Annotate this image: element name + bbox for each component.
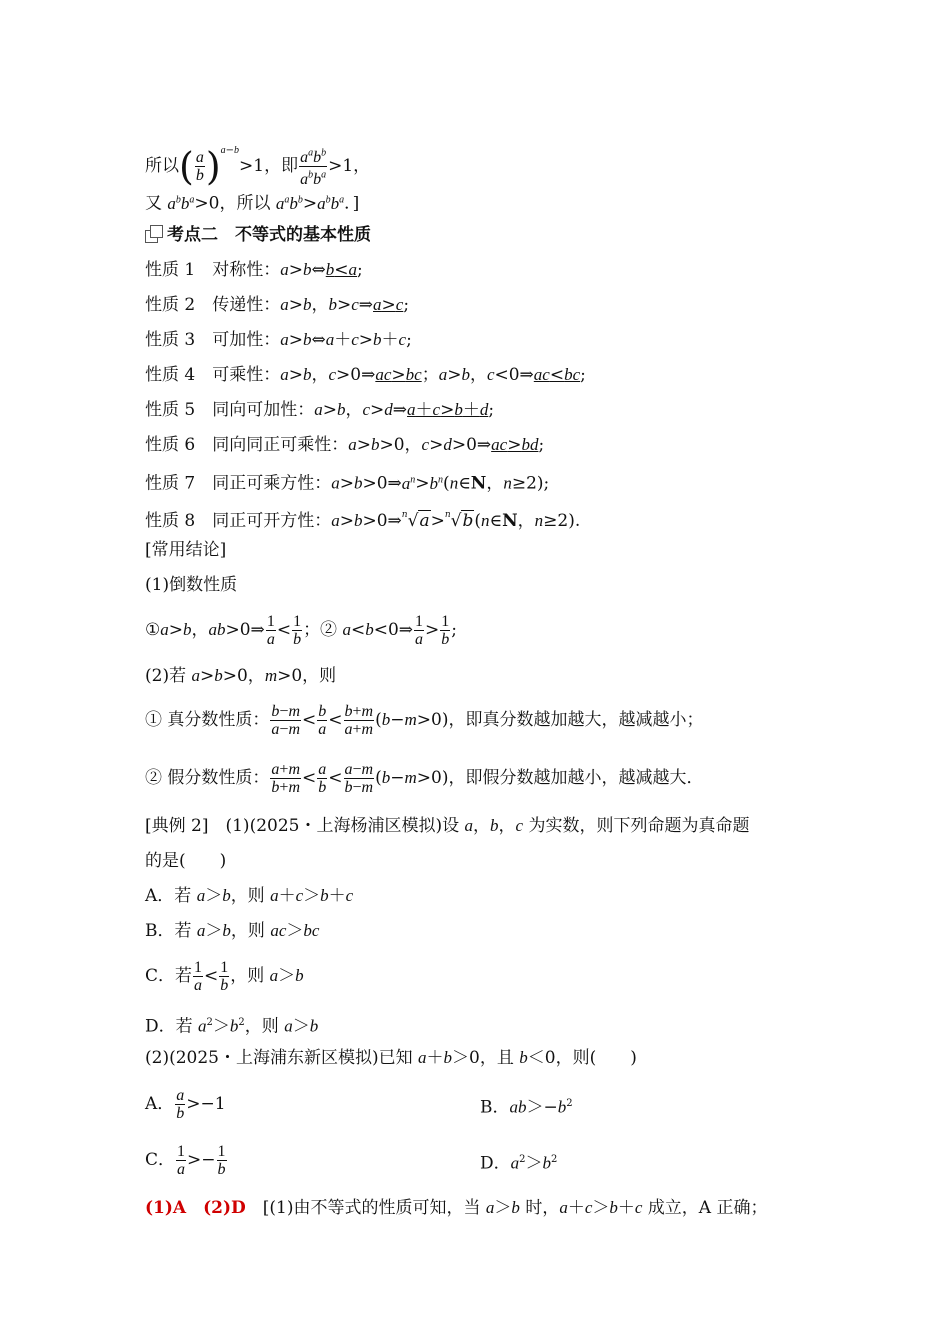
example-text: ，且	[479, 1048, 514, 1068]
explain-text: [(1)由不等式的性质可知，当	[262, 1198, 481, 1218]
explain-text: 成立，A 正确；	[647, 1198, 768, 1218]
property-label: 性质 1	[145, 260, 196, 280]
property-6: 性质 6 同向同正可乘性：a>b>0，c>d>0⇒ac>bd;	[145, 435, 545, 455]
property-8: 性质 8 同正可开方性：a>b>0⇒$^n$√a>$^n$√b(n∈N，n≥2).	[145, 510, 581, 531]
option-2a: A． $\frac{a}{b}$ >−1	[145, 1087, 226, 1122]
intro-line-2: 又 $a^bb^a>0$，所以 $a^ab^b>a^bb^a$．]	[145, 193, 360, 214]
property-label: 性质 7	[145, 473, 196, 494]
page-title: 考点二 不等式的基本性质	[167, 225, 371, 245]
section-marker-icon	[145, 225, 163, 243]
false-frac-label: ② 假分数性质：	[145, 768, 270, 788]
property-name: 可乘性：	[212, 365, 281, 385]
reciprocal-line: ①a>b，ab>0⇒ $\frac{1}{a}$ < $\frac{1}{b}$ ；② a<b<0⇒ $\frac{1}{a}$ > $\frac{1}{b}$ ;	[145, 613, 458, 648]
example-q1-cont: 的是( )	[145, 851, 227, 871]
intro-text: >0，所以	[194, 193, 271, 214]
section-heading	[145, 223, 371, 247]
intro-text: 所以	[145, 156, 179, 176]
option-1a: A．若 a＞b，则 a＋c＞b＋c	[145, 886, 354, 906]
option-1b: B．若 a＞b，则 ac＞bc	[145, 921, 320, 941]
example-label: [典例 2]	[145, 816, 209, 836]
intro-text: >1，即	[239, 156, 299, 176]
example-q2: (2)(2025・上海浦东新区模拟)已知 a＋b＞0，且 b＜0，则( )	[145, 1048, 637, 1068]
true-fraction-line: ① 真分数性质： $\frac{b-m}{a-m}$ < $\frac{b}{a}$ < $\frac{b+m}{a+m}$ (b−m>0)，即真分数越加越大，越减越小；	[145, 703, 704, 738]
property-name: 同正可开方性：	[212, 511, 332, 531]
property-name: 传递性：	[212, 295, 281, 315]
conclusion-item-2: (2)若 a>b>0，m>0，则	[145, 666, 337, 686]
example-text: (1)(2025・上海杨浦区模拟)设	[225, 816, 460, 836]
example-text: ，则( )	[555, 1048, 637, 1068]
property-label: 性质 2	[145, 295, 196, 315]
answer-2: (2)D	[203, 1198, 246, 1218]
intro-text: 又	[145, 193, 162, 214]
property-5: 性质 5 同向可加性：a>b，c>d⇒a＋c>b＋d;	[145, 400, 495, 420]
property-name: 同正可乘方性：	[212, 473, 332, 494]
option-2b: B．$ab>-b^2$	[480, 1097, 573, 1118]
property-label: 性质 8	[145, 511, 196, 531]
conclusion-title: [常用结论]	[145, 540, 227, 560]
property-name: 同向可加性：	[212, 400, 315, 420]
cond-text: ，则	[302, 666, 337, 686]
example-q1: [典例 2] (1)(2025・上海杨浦区模拟)设 a，b，c 为实数，则下列命题为真命题	[145, 816, 750, 836]
property-7: 性质 7 同正可乘方性：$a>b>0\Rightarrow a^n>b^n(n\in N$，n≥2);	[145, 473, 550, 494]
conclusion-item-1: (1)倒数性质	[145, 575, 238, 595]
cond-text: (2)若	[145, 666, 187, 686]
property-name: 可加性：	[212, 330, 281, 350]
property-name: 对称性：	[212, 260, 281, 280]
explain-text: 时，	[525, 1198, 560, 1218]
property-3: 性质 3 可加性：a>b⇔a＋c>b＋c;	[145, 330, 412, 350]
property-label: 性质 5	[145, 400, 196, 420]
property-4: 性质 4 可乘性：a>b，c>0⇒ac>bc；a>b，c<0⇒ac<bc;	[145, 365, 586, 385]
property-label: 性质 3	[145, 330, 196, 350]
option-2c: C． $\frac{1}{a}$ >− $\frac{1}{b}$	[145, 1143, 226, 1178]
true-frac-label: ① 真分数性质：	[145, 710, 270, 730]
intro-text: >1，	[328, 156, 371, 176]
true-frac-text: ，即真分数越加越大，越减越小；	[448, 710, 704, 730]
false-frac-text: ，即假分数越加越小，越减越大．	[448, 768, 704, 788]
property-name: 同向同正可乘性：	[212, 435, 349, 455]
option-2d: D．$a^2>b^2$	[480, 1153, 558, 1174]
option-1d: D．若 $a^2>b^2$，则 a＞b	[145, 1016, 319, 1037]
property-1: 性质 1 对称性：a>b⇔b<a;	[145, 260, 363, 280]
answer-line: (1)A (2)D [(1)由不等式的性质可知，当 a＞b 时，a＋c＞b＋c 成立，A 正确；	[145, 1198, 768, 1218]
property-2: 性质 2 传递性：a>b，b>c⇒a>c;	[145, 295, 410, 315]
example-text: (2)(2025・上海浦东新区模拟)已知	[145, 1048, 413, 1068]
property-label: 性质 6	[145, 435, 196, 455]
example-text: 为实数，则下列命题为真命题	[528, 816, 750, 836]
intro-line-1: 所以( $\frac{a}{b}$ )$^{a-b}$>1，即 $\frac{a^ab^b}{a^bb^a}$ >1，	[145, 144, 371, 189]
intro-text: ．]	[344, 193, 360, 214]
property-label: 性质 4	[145, 365, 196, 385]
false-fraction-line: ② 假分数性质： $\frac{a+m}{b+m}$ < $\frac{a}{b}$ < $\frac{a-m}{b-m}$ (b−m>0)，即假分数越加越小，越减越大．	[145, 761, 704, 796]
option-1c: C．若 $\frac{1}{a}$ < $\frac{1}{b}$ ，则 a＞b	[145, 959, 304, 994]
answer-1: (1)A	[145, 1198, 187, 1218]
